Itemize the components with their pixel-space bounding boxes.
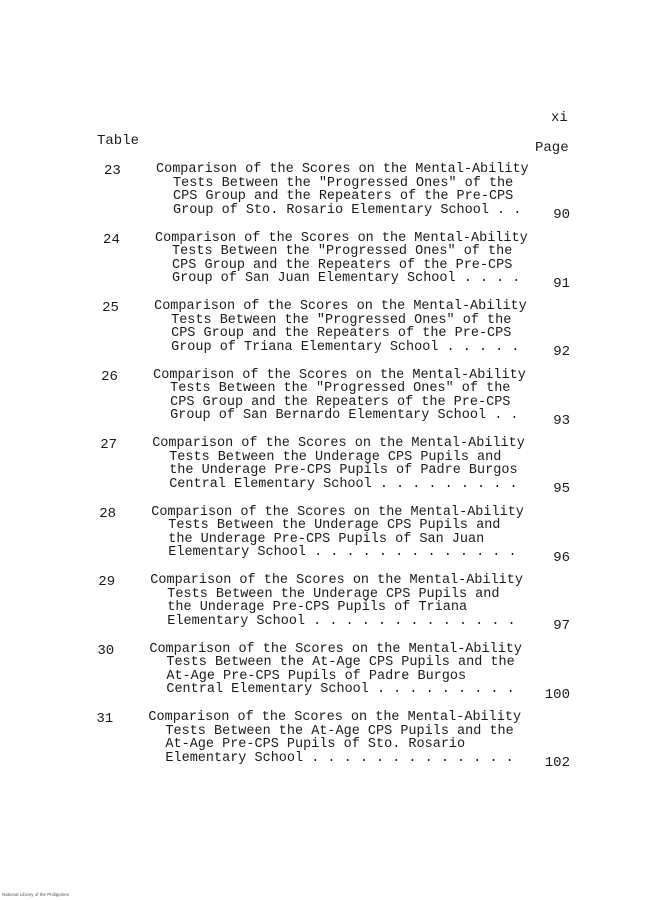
page-reference: 102 [544,755,570,771]
title-line: Comparison of the Scores on the Mental-Ability [151,504,524,520]
list-item [0,643,650,707]
title-line: Group of San Bernardo Elementary School . . [170,408,519,424]
title-line: Tests Between the "Progressed Ones" of the [173,175,514,191]
table-title [151,506,531,560]
table-title [150,574,530,628]
title-line: Comparison of the Scores on the Mental-Ability [152,436,525,451]
table-number: 30 [97,642,115,659]
list-item [0,163,650,227]
page-reference: 90 [553,207,570,223]
list-item [0,369,650,433]
table-title [148,711,528,765]
title-line: Tests Between the At-Age CPS Pupils and the [165,723,514,739]
title-line: Tests Between the Underage CPS Pupils and [169,449,502,465]
list-item [0,711,650,775]
table-number: 24 [103,231,120,248]
title-line: Group of Sto. Rosario Elementary School . . [173,202,522,218]
page-reference: 100 [544,686,570,703]
table-number: 31 [96,711,114,727]
table-title [152,437,532,491]
title-line: At-Age Pre-CPS Pupils of Padre Burgos [166,668,467,684]
table-title [156,163,536,217]
title-line: CPS Group and the Repeaters of the Pre-CPS [173,189,514,205]
title-line: CPS Group and the Repeaters of the Pre-CPS [172,257,513,273]
title-line: Comparison of the Scores on the Mental-Ability [154,299,527,314]
table-title [153,369,533,423]
table-number: 25 [102,300,119,316]
title-line: Comparison of the Scores on the Mental-Ability [150,573,523,588]
title-line: Comparison of the Scores on the Mental-Ability [148,710,522,725]
title-line: Tests Between the "Progressed Ones" of the [170,381,511,397]
title-line: Comparison of the Scores on the Mental-Ability [155,230,528,246]
footer-watermark: National Library of the Philippines [2,892,70,897]
table-number: 23 [104,163,121,179]
title-line: Tests Between the Underage CPS Pupils and [168,518,501,534]
table-title [155,232,535,286]
list-item [0,232,650,296]
page-reference: 91 [553,275,570,292]
title-line: Tests Between the "Progressed Ones" of the [171,312,512,328]
list-item [0,300,650,364]
title-line: Tests Between the Underage CPS Pupils and [167,586,500,602]
title-line: Elementary School . . . . . . . . . . . . . [165,750,514,766]
page-column-header: Page [535,140,569,156]
table-number: 28 [99,505,117,522]
table-column-header: Table [97,133,140,149]
table-number: 29 [98,574,116,590]
list-item [0,437,650,501]
table-title [154,300,534,354]
list-item [0,574,650,638]
title-line: the Underage Pre-CPS Pupils of San Juan [168,531,485,547]
title-line: Elementary School . . . . . . . . . . . . . [167,613,516,629]
title-line: Comparison of the Scores on the Mental-Ability [149,641,523,657]
page-reference: 97 [553,618,570,634]
title-line: CPS Group and the Repeaters of the Pre-CPS [170,394,511,410]
title-line: Central Elementary School . . . . . . . . . [166,682,515,698]
title-line: Group of Triana Elementary School . . . . . [171,339,520,355]
page-reference: 95 [553,481,570,497]
title-line: Central Elementary School . . . . . . . . . [169,476,518,492]
table-title [149,643,529,697]
title-line: the Underage Pre-CPS Pupils of Padre Burgos [169,463,518,479]
title-line: Group of San Juan Elementary School . . . . [172,271,521,287]
list-item [0,506,650,570]
table-number: 26 [101,368,118,385]
title-line: the Underage Pre-CPS Pupils of Triana [167,600,468,616]
table-number: 27 [100,437,117,453]
title-line: Elementary School . . . . . . . . . . . . . [168,545,517,561]
title-line: At-Age Pre-CPS Pupils of Sto. Rosario [165,737,466,753]
title-line: Comparison of the Scores on the Mental-Ability [153,367,526,383]
title-line: Tests Between the "Progressed Ones" of the [172,244,513,260]
title-line: Comparison of the Scores on the Mental-Ability [156,162,529,177]
page-number: xi [551,110,568,126]
title-line: Tests Between the At-Age CPS Pupils and the [166,655,515,671]
page-reference: 96 [553,549,570,566]
title-line: CPS Group and the Repeaters of the Pre-CPS [171,326,512,342]
page-reference: 92 [553,344,570,360]
page-reference: 93 [553,412,570,429]
